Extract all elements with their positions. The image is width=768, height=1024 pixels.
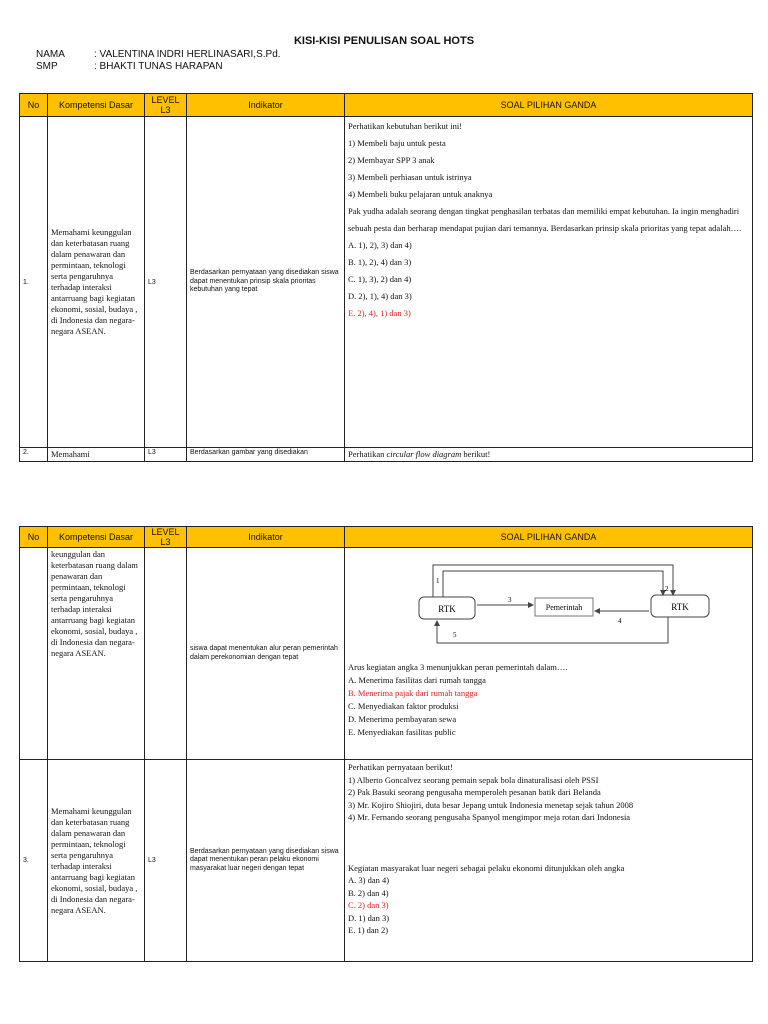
soal-term: circular flow diagram [386,449,462,459]
option-d: D. 1) dan 3) [348,912,390,923]
option-b-answer: B. Menerima pajak dari rumah tangga [348,688,478,698]
soal-item: 3) Mr. Kojiro Shiojiri, duta besar Jepang untuk Indonesia menetap sejak tahun 2008 [348,799,634,810]
header-no: No [20,527,48,548]
soal-stem: Kegiatan masyarakat luar negeri sebagai pelaku ekonomi ditunjukkan oleh angka [348,862,625,873]
table-header-row [20,527,753,548]
option-c: C. 1), 3), 2) dan 4) [348,274,412,284]
kompetensi-dasar: keunggulan dan keterbatasan ruang dalam penawaran dan permintaan, teknologi serta pengaruhnya terhadap interaksi antarruang bagi kegiatan ekonomi, sosial, budaya , di Indonesia dan negara-negara ASEAN. [48,548,145,760]
header-level: LEVEL L3 [145,94,187,117]
indikator: siswa dapat menentukan alur peran pemerintah dalam perekonomian dengan tepat [187,548,345,760]
level: L3 [145,448,187,462]
option-d: D. 2), 1), 4) dan 3) [348,291,412,301]
meta-smp [36,61,223,72]
table-row-q1 [20,117,753,448]
meta-nama [36,49,281,60]
soal-item: 1) Membeli baju untuk pesta [348,138,446,148]
header-indikator: Indikator [187,94,345,117]
meta-value: : BHAKTI TUNAS HARAPAN [94,61,223,72]
option-e-answer: E. 2), 4), 1) dan 3) [348,308,411,318]
header-indikator: Indikator [187,527,345,548]
pemerintah-label: Pemerintah [545,603,583,612]
meta-key: SMP [36,61,58,72]
soal-item: 1) Alberto Goncalvez seorang pemain sepak bola dinaturalisasi oleh PSSI [348,774,599,785]
flow-label-4: 4 [618,617,622,625]
flow-label-2: 2 [665,585,669,593]
document-title: KISI-KISI PENULISAN SOAL HOTS [293,35,475,47]
level: L3 [145,117,187,448]
soal-item: 3) Membeli perhiasan untuk istrinya [348,172,472,182]
row-number: 3. [20,760,48,962]
option-e: E. 1) dan 2) [348,925,389,935]
row-number-empty [20,548,48,760]
flow-label-3: 3 [508,596,512,604]
option-a: A. 1), 2), 3) dan 4) [348,240,412,250]
soal-prefix: Perhatikan [348,449,387,459]
flow-label-1: 1 [436,577,440,585]
kisi-table-1 [19,93,753,462]
indikator: Berdasarkan pernyataan yang disediakan siswa dapat menentukan prinsip skala prioritas kebutuhan yang tepat [187,117,345,448]
table-row-q2-cont [20,548,753,760]
rtk-left-label: RTK [438,604,456,614]
soal-q1 [345,117,753,448]
table-row-q3 [20,760,753,962]
level-empty [145,548,187,760]
option-c: C. Menyediakan faktor produksi [348,701,459,711]
row-number: 1. [20,117,48,448]
circular-flow-diagram [413,561,713,649]
meta-value: : VALENTINA INDRI HERLINASARI,S.Pd. [94,49,281,60]
rtk-right-label: RTK [671,602,689,612]
soal-stem: Arus kegiatan angka 3 menunjukkan peran pemerintah dalam…. [348,662,568,672]
arrow-5 [437,617,668,643]
soal-item: 4) Membeli buku pelajaran untuk anaknya [348,189,493,199]
option-d: D. Menerima pembayaran sewa [348,714,457,724]
arrow-2 [443,571,663,597]
header-kd: Kompetensi Dasar [48,94,145,117]
indikator: Berdasarkan gambar yang disediakan [187,448,345,462]
soal-item: 4) Mr. Fernando seorang pengusaha Spanyol mengimpor meja rotan dari Indonesia [348,812,631,822]
meta-key: NAMA [36,49,65,60]
header-soal: SOAL PILIHAN GANDA [345,527,753,548]
soal-intro: Perhatikan pernyataan berikut! [348,762,453,772]
option-a: A. 3) dan 4) [348,875,390,885]
option-a: A. Menerima fasilitas dari rumah tangga [348,675,486,685]
kompetensi-dasar: Memahami keunggulan dan keterbatasan ruang dalam penawaran dan permintaan, teknologi serta pengaruhnya terhadap interaksi antarruang bagi kegiatan ekonomi, sosial, budaya , di Indonesia dan negara-negara ASEAN. [48,760,145,962]
soal-suffix: berikut! [461,449,491,459]
soal-q2 [345,548,753,760]
header-no: No [20,94,48,117]
option-b: B. 1), 2), 4) dan 3) [348,257,412,267]
soal-item: 2) Pak Basuki seorang pengusaha memperoleh pesanan batik dari Belanda [348,787,601,797]
soal-q3 [345,760,753,962]
option-c-answer: C. 2) dan 3) [348,900,389,910]
header-kd: Kompetensi Dasar [48,527,145,548]
kompetensi-dasar: Memahami keunggulan dan keterbatasan ruang dalam penawaran dan permintaan, teknologi serta pengaruhnya terhadap interaksi antarruang bagi kegiatan ekonomi, sosial, budaya , di Indonesia dan negara-negara ASEAN. [48,117,145,448]
soal-item: 2) Membayar SPP 3 anak [348,155,435,165]
header-level: LEVEL L3 [145,527,187,548]
row-number: 2. [20,448,48,462]
option-b: B. 2) dan 4) [348,887,389,898]
kompetensi-dasar: Memahami [48,448,145,462]
arrow-1 [433,565,673,597]
soal-stem: Pak yudha adalah seorang dengan tingkat penghasilan terbatas dan memiliki empat kebutuhan. Ia ingin menghadiri sebuah pesta dan berharap mendapat pujian dari temannya. Berdasarkan prinsip skala prioritas yang tepat adalah…. [348,206,742,233]
table-row-q2-start [20,448,753,462]
header-soal: SOAL PILIHAN GANDA [345,94,753,117]
option-e: E. Menyediakan fasilitas public [348,727,456,737]
flow-label-5: 5 [453,631,457,639]
indikator: Berdasarkan pernyataan yang disediakan siswa dapat menentukan peran pelaku ekonomi masyarakat luar negeri dengan tepat [187,760,345,962]
soal-intro: Perhatikan kebutuhan berikut ini! [348,121,463,131]
table-header-row [20,94,753,117]
kisi-table-2 [19,526,753,962]
level: L3 [145,760,187,962]
soal-q2-start [345,448,753,462]
